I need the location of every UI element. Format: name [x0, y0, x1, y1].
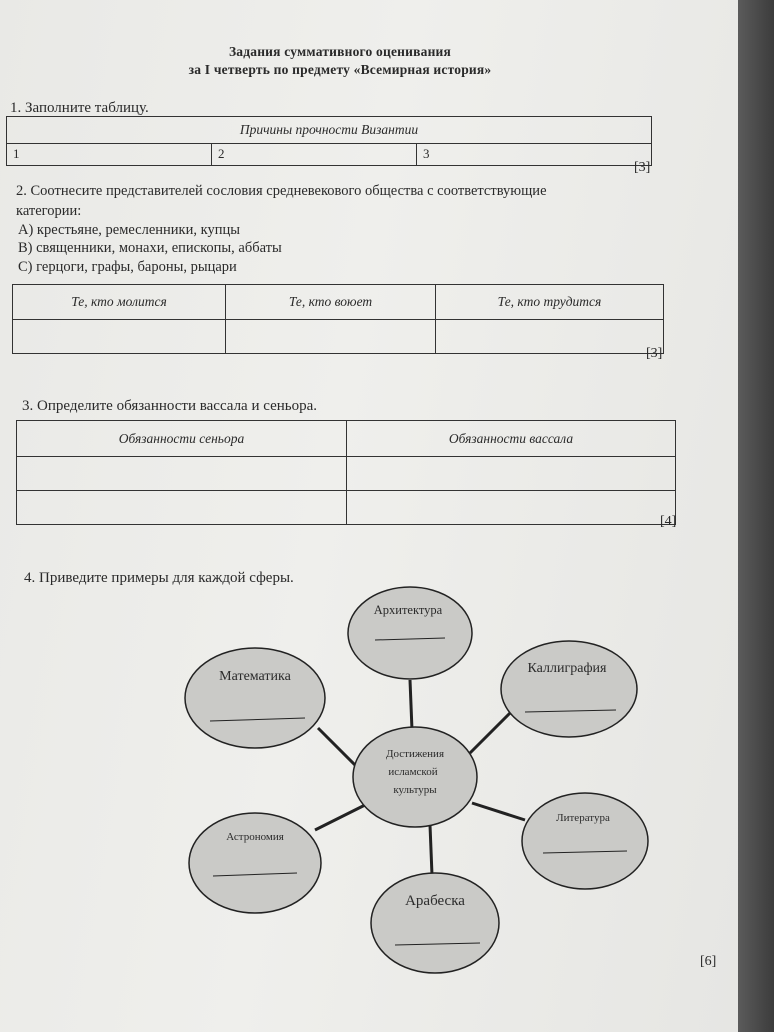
task3-table	[16, 420, 676, 525]
task3-col-vassal: Обязанности вассала	[347, 421, 676, 457]
sphere-mathematics[interactable]	[185, 648, 325, 748]
task1-prompt: 1. Заполните таблицу.	[10, 100, 149, 116]
task3-answer-seigneur-2[interactable]	[17, 491, 347, 525]
task2-col-pray: Те, кто молится	[13, 285, 226, 320]
center-node	[353, 727, 477, 827]
task4-score: [6]	[700, 954, 717, 969]
task3-col-seigneur: Обязанности сеньора	[17, 421, 347, 457]
task1-score: [3]	[634, 160, 651, 175]
sphere-arabesque[interactable]	[371, 873, 499, 973]
task1-cell-2[interactable]: 2	[212, 143, 417, 165]
sphere-astronomy[interactable]	[189, 813, 321, 913]
task2-answer-fight[interactable]	[226, 319, 436, 354]
task2-answer-pray[interactable]	[13, 319, 226, 354]
task2-col-fight: Те, кто воюет	[226, 285, 436, 320]
task2-prompt-line1: 2. Соотнесите представителей сословия средневекового общества с соответствующие	[16, 183, 547, 199]
task2-answer-work[interactable]	[436, 319, 664, 354]
task2-option-c: С) герцоги, графы, бароны, рыцари	[18, 259, 237, 275]
architecture-label: Архитектура	[373, 603, 443, 617]
literature-label: Литература	[556, 812, 610, 824]
sphere-architecture[interactable]	[348, 587, 472, 679]
task3-prompt: 3. Определите обязанности вассала и сеньора.	[22, 398, 318, 414]
calligraphy-label: Каллиграфия	[527, 661, 607, 676]
center-label-1: Достижения	[385, 748, 445, 760]
task3-answer-vassal-2[interactable]	[347, 491, 676, 525]
task1-table	[6, 116, 652, 166]
task2-option-b: В) священники, монахи, епископы, аббаты	[18, 240, 282, 256]
task1-cell-1[interactable]: 1	[7, 143, 212, 165]
header-title-line2: за I четверть по предмету «Всемирная история»	[188, 62, 492, 77]
task4-prompt: 4. Приведите примеры для каждой сферы.	[24, 570, 294, 586]
sphere-calligraphy[interactable]	[501, 641, 637, 737]
center-label-3: культуры	[393, 784, 437, 796]
task2-option-a: А) крестьяне, ремесленники, купцы	[18, 222, 240, 238]
task1-table-header: Причины прочности Византии	[7, 117, 652, 144]
arabesque-label: Арабеска	[405, 893, 465, 909]
sphere-literature[interactable]	[522, 793, 648, 889]
task3-answer-seigneur-1[interactable]	[17, 457, 347, 491]
desk-edge	[738, 0, 774, 1032]
task3-answer-vassal-1[interactable]	[347, 457, 676, 491]
task1-cell-3[interactable]: 3	[417, 143, 652, 165]
task3-score: [4]	[660, 514, 677, 529]
task2-table	[12, 284, 664, 354]
center-label-2: исламской	[388, 766, 438, 778]
mathematics-label: Математика	[219, 669, 291, 684]
task2-col-work: Те, кто трудится	[436, 285, 664, 320]
task2-prompt-line2: категории:	[16, 203, 82, 219]
header-title-line1: Задания суммативного оценивания	[228, 44, 452, 59]
astronomy-label: Астрономия	[226, 831, 284, 843]
culture-mind-map	[180, 585, 650, 980]
task2-score: [3]	[646, 346, 663, 361]
